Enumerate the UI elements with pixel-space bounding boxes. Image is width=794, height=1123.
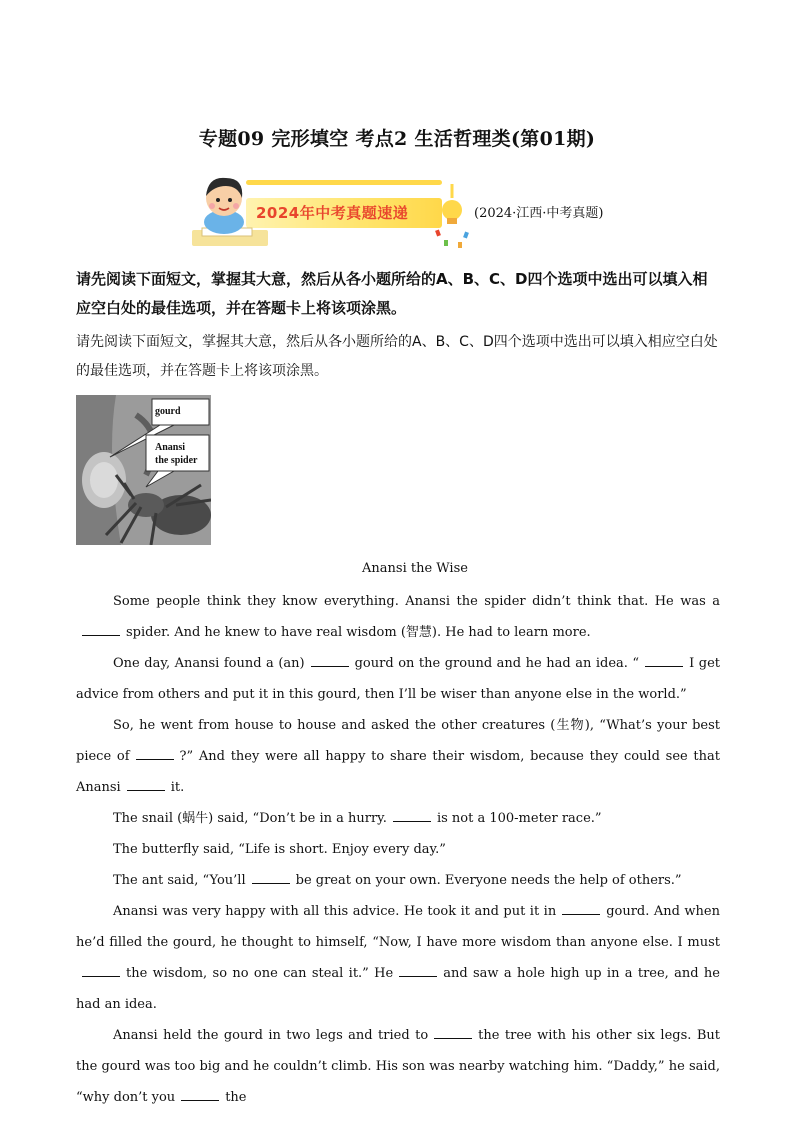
banner-topline [246,180,442,185]
paragraph-3: So, he went from house to house and asked the other creatures (生物), “What’s your best piece of ?” And they were all happy to share their wisdom, because they could see that Anansi it. [76,718,721,795]
instructions-plain: 请先阅读下面短文，掌握其大意，然后从各小题所给的A、B、C、D四个选项中选出可以填入相应空白处的最佳选项，并在答题卡上将该项涂黑。 [76,334,718,379]
answer-blank [82,623,120,636]
answer-blank [181,1088,219,1101]
source-note: (2024·江西·中考真题) [474,206,604,221]
page-title: 专题09 完形填空 考点2 生活哲理类(第01期) [198,128,596,150]
answer-blank [136,747,174,760]
reading-boy-icon [188,168,268,250]
label-anansi: Anansi [155,442,186,453]
section-banner [186,168,476,252]
answer-blank [434,1026,472,1039]
lightbulb-icon [430,184,474,250]
answer-blank [393,809,431,822]
paragraph-6: The ant said, “You’ll be great on your own. Everyone needs the help of others.” [113,873,682,888]
answer-blank [82,964,120,977]
answer-blank [399,964,437,977]
paragraph-7: Anansi was very happy with all this advice. He took it and put it in gourd. And when he’d filled the gourd, he thought to himself, “Now, I have more wisdom than anyone else. I mustthe wisdom, so no one can steal it.” He and saw a hole high up in a tree, and he had an idea. [76,904,720,1012]
paragraph-8: Anansi held the gourd in two legs and tried to the tree with his other six legs. But the gourd was too big and he couldn’t climb. His son was nearby watching him. “Daddy,” he said, “why don’t you the [76,1028,720,1105]
answer-blank [645,654,683,667]
story-title: Anansi the Wise [362,561,468,576]
instructions-bold: 请先阅读下面短文，掌握其大意，然后从各小题所给的A、B、C、D四个选项中选出可以填入相应空白处的最佳选项，并在答题卡上将该项涂黑。 [76,270,708,317]
answer-blank [562,902,600,915]
paragraph-5: The butterfly said, “Life is short. Enjoy every day.” [113,842,446,857]
banner-text: 2024年中考真题速递 [256,204,409,222]
story-body [76,586,720,1113]
label-gourd: gourd [155,406,181,417]
illustration-anansi-gourd [76,395,211,545]
paragraph-1: Some people think they know everything. Anansi the spider didn’t think that. He was aspider. And he knew to have real wisdom (智慧). He had to learn more. [76,586,720,648]
answer-blank [127,778,165,791]
paragraph-4: The snail (蜗牛) said, “Don’t be in a hurry. is not a 100-meter race.” [113,811,602,826]
answer-blank [311,654,349,667]
paragraph-2: One day, Anansi found a (an) gourd on the ground and he had an idea. “ I get advice from others and put it in this gourd, then I’ll be wiser than anyone else in the world.” [76,656,720,702]
answer-blank [252,871,290,884]
label-the-spider: the spider [155,455,198,466]
